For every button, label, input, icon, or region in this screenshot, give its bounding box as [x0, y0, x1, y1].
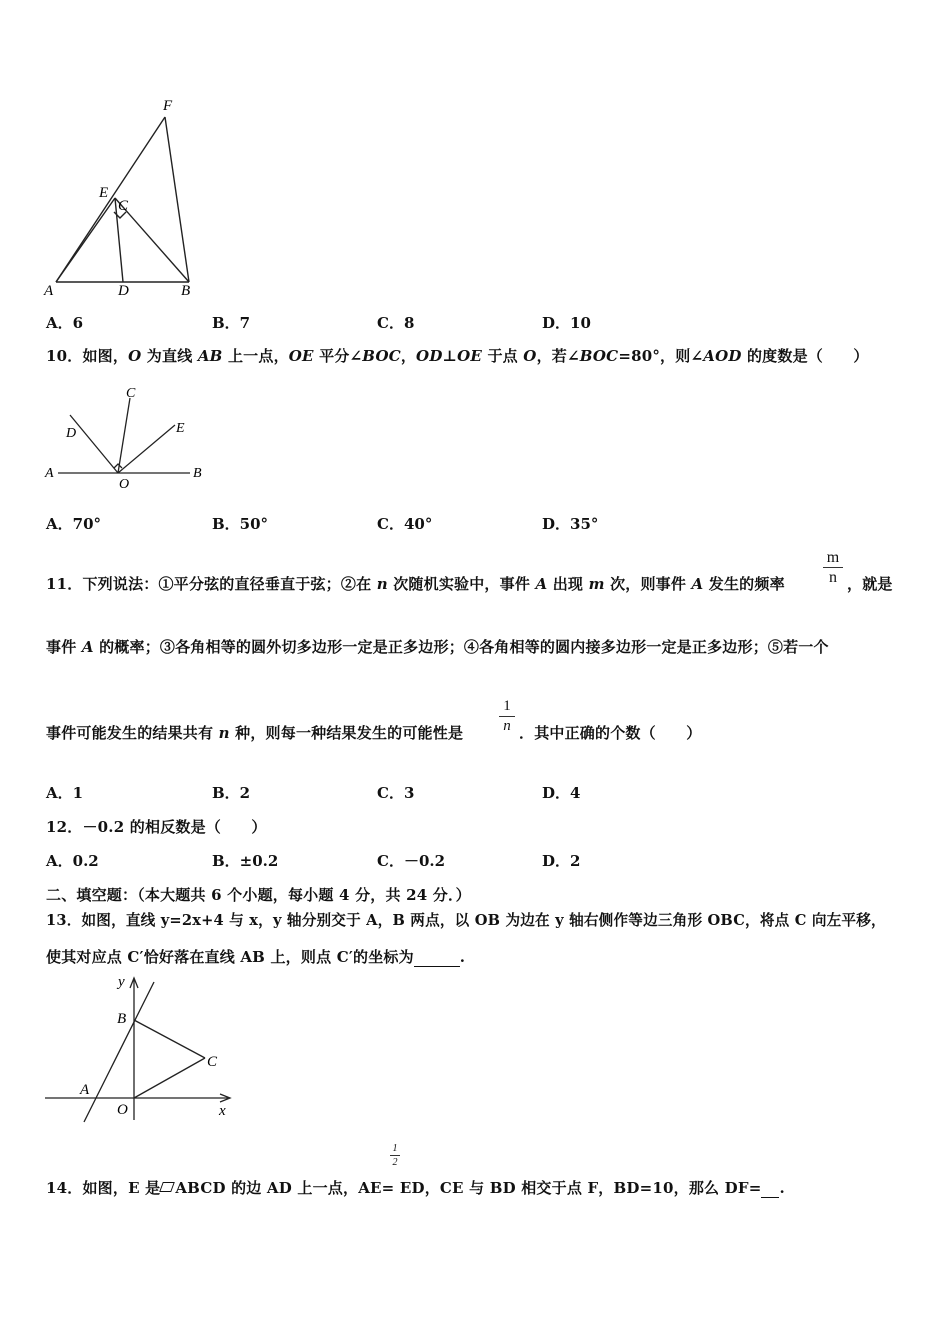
q13-label-y: y [118, 974, 125, 990]
q11-fraction-m-over-n [823, 548, 843, 587]
parallelogram-icon [160, 1182, 176, 1192]
q10-label-B: B [193, 466, 202, 481]
q11-fraction-mn-numerator: m [826, 549, 840, 566]
q12-option-b: B．±0.2 [212, 852, 279, 870]
q10-label-O: O [119, 477, 130, 492]
q13-answer-blank[interactable] [414, 948, 460, 967]
q12-stem: 12．－0.2 的相反数是（ ） [46, 818, 267, 836]
q9-label-F: F [163, 98, 173, 114]
q9-label-C: C [118, 198, 129, 214]
q14-stem: 14．如图，E 是 ABCD 的边 AD 上一点，AE= ED，CE 与 BD 相交于点 F，BD=10，那么 DF= . [46, 1179, 785, 1197]
q9-option-d: D．10 [542, 314, 591, 332]
q11-line-2: 事件 A 的概率；③各角相等的圆外切多边形一定是正多边形；④各角相等的圆内接多边形一定是正多边形；⑤若一个 [46, 638, 829, 656]
q13-label-B: B [117, 1011, 127, 1027]
q13-label-A: A [80, 1082, 90, 1098]
q13-label-O: O [117, 1102, 128, 1118]
q10-option-d: D．35° [542, 515, 599, 533]
q12-option-d: D．2 [542, 852, 581, 870]
q14-answer-blank[interactable] [761, 1179, 779, 1198]
q11-fraction-1-over-n [499, 697, 515, 736]
q11-line-1: 11．下列说法：①平分弦的直径垂直于弦；②在 n 次随机实验中，事件 A 出现 m 次，则事件 A 发生的频率 [46, 575, 785, 593]
section-2-header: 二、填空题：（本大题共 6 个小题，每小题 4 分，共 24 分．） [46, 886, 471, 904]
q12-option-a: A．0.2 [46, 852, 99, 870]
q13-line-1: 13．如图，直线 y=2x+4 与 x，y 轴分别交于 A，B 两点，以 OB 为边在 y 轴右侧作等边三角形 OBC，将点 C 向左平移， [46, 912, 886, 929]
q11-line-3-end: ．其中正确的个数（ ） [519, 724, 702, 742]
q10-label-D: D [66, 426, 77, 441]
q13-label-x: x [219, 1103, 226, 1119]
q10-number: 10． [46, 347, 83, 365]
q10-option-b: B．50° [212, 515, 269, 533]
q10-label-A: A [45, 466, 54, 481]
q9-label-E: E [99, 185, 109, 201]
q11-fraction-1n-numerator: 1 [503, 698, 511, 714]
q11-fraction-mn-denominator: n [823, 567, 843, 587]
q10-angle-figure [40, 380, 220, 495]
q11-line-3: 事件可能发生的结果共有 n 种，则每一种结果发生的可能性是 [46, 724, 464, 742]
q9-triangle-figure [40, 95, 210, 305]
q10-stem: 10．如图，O 为直线 AB 上一点，OE 平分∠BOC，OD⊥OE 于点 O，若∠BOC=80°，则∠AOD 的度数是（ ） [46, 347, 869, 365]
q9-option-a: A．6 [46, 314, 84, 332]
q11-fraction-1n-denominator: n [499, 716, 515, 736]
q14-fraction-numerator: 1 [392, 1143, 398, 1154]
q9-label-D: D [118, 283, 129, 299]
q14-fraction-denominator: 2 [390, 1155, 400, 1169]
q11-option-b: B．2 [212, 784, 251, 802]
q10-label-E: E [176, 421, 185, 436]
q10-label-C: C [126, 386, 136, 401]
q9-option-b: B．7 [212, 314, 251, 332]
q12-option-c: C．－0.2 [377, 852, 446, 870]
q14-fraction-one-half [390, 1142, 400, 1169]
q13-coordinate-figure [40, 970, 240, 1130]
q11-line-1-end: ，就是 [847, 575, 893, 593]
q9-label-B: B [181, 283, 191, 299]
q9-option-c: C．8 [377, 314, 415, 332]
q11-option-d: D．4 [542, 784, 581, 802]
q11-option-a: A．1 [46, 784, 84, 802]
q9-label-A: A [44, 283, 54, 299]
q10-option-c: C．40° [377, 515, 433, 533]
q13-line-2: 使其对应点 C′恰好落在直线 AB 上，则点 C′的坐标为 . [46, 948, 466, 966]
q11-option-c: C．3 [377, 784, 415, 802]
q13-label-C: C [207, 1054, 218, 1070]
q10-option-a: A．70° [46, 515, 102, 533]
